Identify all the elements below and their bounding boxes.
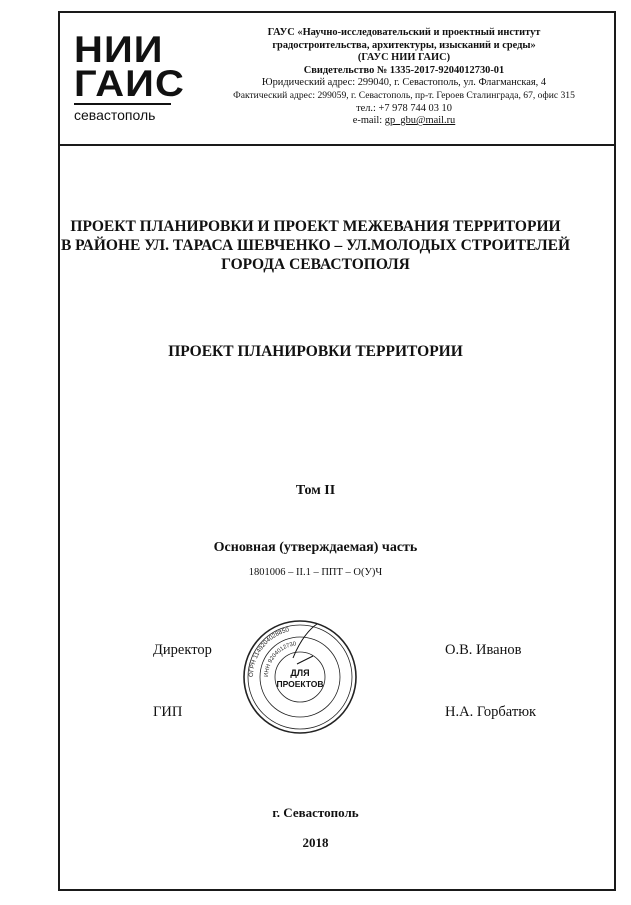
org-short-name: (ГАУС НИИ ГАИС) [357, 52, 451, 64]
stamp-center-line1: ДЛЯ [290, 668, 310, 678]
title-line1: ПРОЕКТ ПЛАНИРОВКИ И ПРОЕКТ МЕЖЕВАНИЯ ТЕРРИТОРИИ [70, 218, 561, 235]
title-line3: ГОРОДА СЕВАСТОПОЛЯ [221, 256, 410, 273]
part-label: Основная (утверждаемая) часть [213, 540, 418, 555]
institute-logo [74, 29, 185, 129]
stamp-inn: ИНН 9204012730 [263, 641, 297, 678]
footer-year: 2018 [302, 835, 329, 850]
page-frame [58, 11, 616, 891]
gip-role: ГИП [153, 704, 183, 720]
volume-label: Том II [295, 483, 336, 498]
logo-line2: ГАИС [74, 63, 185, 104]
gip-name: Н.А. Горбатюк [445, 704, 537, 720]
document-subtitle: ПРОЕКТ ПЛАНИРОВКИ ТЕРРИТОРИИ [168, 343, 463, 360]
org-phone: тел.: +7 978 744 03 10 [356, 102, 452, 114]
org-name-line2: градостроительства, архитектуры, изысканий и среды» [272, 39, 536, 51]
document-header [60, 13, 614, 146]
director-name: О.В. Иванов [445, 642, 522, 658]
org-name-line1: ГАУС «Научно-исследовательский и проектный институт [267, 27, 541, 38]
org-email-row [195, 115, 613, 128]
logo-line1: НИИ [74, 29, 164, 70]
org-legal-address: Юридический адрес: 299040, г. Севастополь, ул. Флагманская, 4 [261, 77, 547, 89]
director-role: Директор [153, 642, 212, 658]
footer-city: г. Севастополь [272, 805, 359, 820]
org-actual-address: Фактический адрес: 299059, г. Севастополь, пр-т. Героев Сталинграда, 67, офис 315 [233, 89, 575, 101]
org-email-prefix: e-mail: [352, 115, 385, 127]
signature-stroke [293, 624, 317, 664]
stamp-ogrn: ОГРН 1149204028850 [247, 626, 290, 678]
document-code: 1801006 – II.1 – ППТ – О(У)Ч [248, 567, 383, 578]
title-line2: В РАЙОНЕ УЛ. ТАРАСА ШЕВЧЕНКО – УЛ.МОЛОДЫХ СТРОИТЕЛЕЙ [60, 237, 571, 254]
organization-info [195, 27, 613, 128]
org-certificate: Свидетельство № 1335-2017-9204012730-01 [303, 64, 505, 76]
official-stamp [241, 618, 359, 736]
document-title [0, 217, 631, 274]
org-email-link[interactable]: gp_gbu@mail.ru [384, 115, 456, 127]
stamp-center-line2: ПРОЕКТОВ [276, 679, 324, 689]
logo-city: севастополь [74, 103, 171, 124]
